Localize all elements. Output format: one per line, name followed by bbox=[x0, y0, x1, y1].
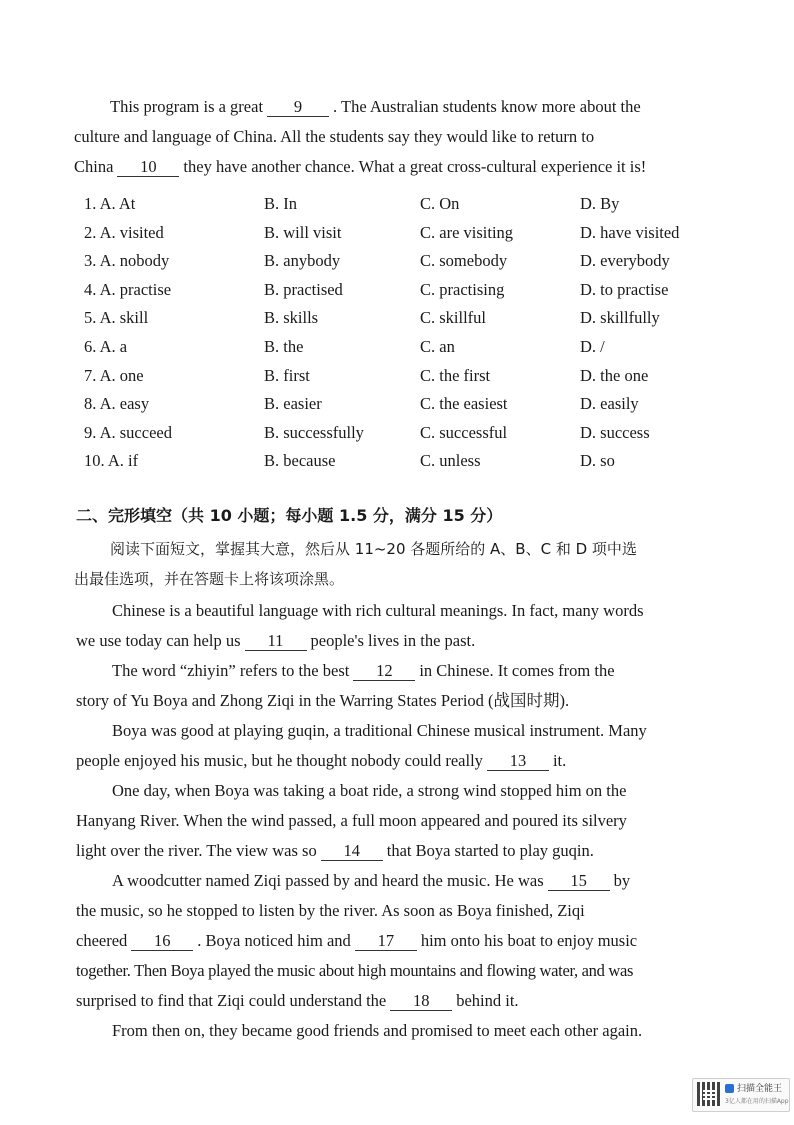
section-title: 二、完形填空（共 10 小题；每小题 1.5 分，满分 15 分） bbox=[76, 506, 503, 525]
option-row: 1. A. At B. In C. On D. By bbox=[84, 194, 620, 213]
scanner-watermark bbox=[692, 1078, 790, 1112]
scanner-name: 扫描全能王 bbox=[737, 1084, 783, 1094]
option-row: 3. A. nobody B. anybody C. somebody D. everybody bbox=[84, 251, 670, 271]
option-row: 7. A. one B. first C. the first D. the one bbox=[84, 365, 649, 385]
passage-line: together. Then Boya played the music about high mountains and flowing water, and was bbox=[76, 961, 634, 980]
instruction-line-2: 出最佳选项，并在答题卡上将该项涂黑。 bbox=[74, 570, 345, 588]
scanner-tagline: 3亿人都在用的扫描App bbox=[725, 1098, 789, 1105]
qr-code-icon bbox=[697, 1082, 721, 1106]
blank-16: 16 bbox=[131, 932, 193, 951]
instruction-line-1: 阅读下面短文，掌握其大意，然后从 11~20 各题所给的 A、B、C 和 D 项中选 bbox=[110, 540, 637, 558]
passage-line: From then on, they became good friends and promised to meet each other again. bbox=[112, 1021, 643, 1040]
blank-18: 18 bbox=[390, 992, 452, 1011]
option-row: 9. A. succeed B. successfully C. successful D. success bbox=[84, 422, 650, 442]
passage-line: The word “zhiyin” refers to the best 12 in Chinese. It comes from the bbox=[112, 661, 615, 680]
option-row: 4. A. practise B. practised C. practising D. to practise bbox=[84, 279, 669, 299]
blank-15: 15 bbox=[548, 872, 610, 891]
blank-10: 10 bbox=[117, 158, 179, 177]
blank-11: 11 bbox=[245, 632, 307, 651]
intro-line-3: China 10 they have another chance. What a great cross-cultural experience it is! bbox=[74, 157, 647, 176]
passage-line: A woodcutter named Ziqi passed by and heard the music. He was 15 by bbox=[112, 871, 631, 890]
intro-line-2: culture and language of China. All the students say they would like to return to bbox=[74, 127, 595, 146]
intro-line-1: This program is a great 9 . The Australian students know more about the bbox=[110, 97, 641, 116]
cloze-passage bbox=[76, 596, 712, 1046]
option-row: 10. A. if B. because C. unless D. so bbox=[84, 451, 615, 471]
passage-line: Boya was good at playing guqin, a traditional Chinese musical instrument. Many bbox=[112, 721, 647, 740]
passage-line: cheered 16 . Boya noticed him and 17 him onto his boat to enjoy music bbox=[76, 931, 638, 950]
option-row: 5. A. skill B. skills C. skillful D. skillfully bbox=[84, 308, 660, 328]
passage-line: story of Yu Boya and Zhong Ziqi in the Warring States Period (战国时期). bbox=[76, 691, 570, 710]
blank-17: 17 bbox=[355, 932, 417, 951]
blank-12: 12 bbox=[353, 662, 415, 681]
passage-line: Hanyang River. When the wind passed, a full moon appeared and poured its silvery bbox=[76, 811, 627, 830]
scanner-logo-icon bbox=[725, 1084, 734, 1093]
passage-line: light over the river. The view was so 14 that Boya started to play guqin. bbox=[76, 841, 594, 860]
passage-line: surprised to find that Ziqi could understand the 18 behind it. bbox=[76, 991, 519, 1010]
blank-14: 14 bbox=[321, 842, 383, 861]
blank-9: 9 bbox=[267, 98, 329, 117]
section-instructions bbox=[74, 534, 714, 594]
options-table bbox=[84, 190, 704, 476]
blank-13: 13 bbox=[487, 752, 549, 771]
passage-line: Chinese is a beautiful language with rich cultural meanings. In fact, many words bbox=[112, 601, 644, 620]
option-row: 6. A. a B. the C. an D. / bbox=[84, 336, 605, 356]
passage-line: the music, so he stopped to listen by the river. As soon as Boya finished, Ziqi bbox=[76, 901, 585, 920]
passage-line: One day, when Boya was taking a boat ride, a strong wind stopped him on the bbox=[112, 781, 627, 800]
option-row: 8. A. easy B. easier C. the easiest D. easily bbox=[84, 394, 639, 414]
option-row: 2. A. visited B. will visit C. are visiting D. have visited bbox=[84, 222, 680, 242]
passage-line: we use today can help us 11 people's lives in the past. bbox=[76, 631, 476, 650]
passage-line: people enjoyed his music, but he thought nobody could really 13 it. bbox=[76, 751, 567, 770]
intro-paragraph bbox=[74, 92, 714, 182]
